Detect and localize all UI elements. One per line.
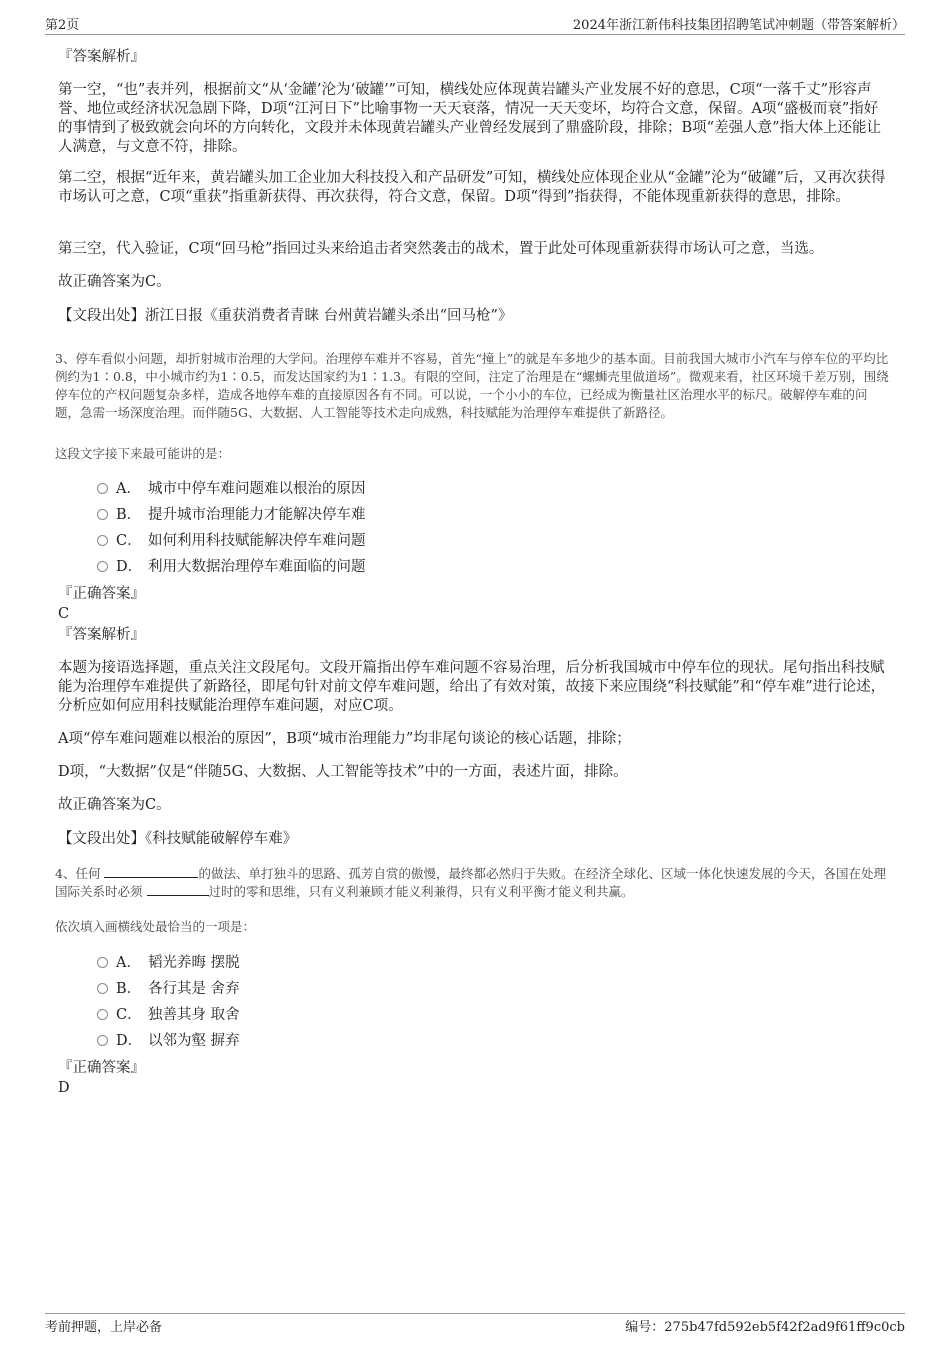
q4-answer-label: 『正确答案』 [58, 1060, 145, 1076]
option-key: D． [116, 559, 143, 575]
q2-analysis-p1: 第一空，“也”表并列，根据前文“从‘金罐’沦为‘破罐’”可知，横线处应体现黄岩罐头产业发展不好的意思，C项“一落千丈”形容声誉、地位或经济状况急剧下降，D项“江河日下”比喻事物一天天衰落，情况一天天变坏，均符合文意，保留。A项“盛极而衰”指好的事情到了极致就会向坏的方向转化，文段并未体现黄岩罐头产业曾经发展到了鼎盛阶段，排除；B项“差强人意”指大体上还能让人满意，与文意不符，排除。 [58, 82, 881, 155]
q3-answer-label: 『正确答案』 [58, 586, 145, 602]
q2-analysis-p3: 第三空，代入验证，C项“回马枪”指回过头来给追击者突然袭击的战术，置于此处可体现重新获得市场认可之意，当选。 [58, 241, 824, 257]
radio-icon[interactable] [97, 1009, 108, 1020]
footer-slogan: 考前押题，上岸必备 [45, 1320, 163, 1335]
q3-stem: 3、停车看似小问题，却折射城市治理的大学问。治理停车难并不容易，首先“撞上”的就是车多地少的基本面。目前我国大城市小汽车与停车位的平均比例约为1∶0.8，中小城市约为1∶0.5，而发达国家约为1∶1.3。有限的空间，注定了治理是在“螺蛳壳里做道场”。微观来看，社区环境千差万别，围绕停车位的产权问题复杂多样，造成各地停车难的直接原因各有不同。可以说，一个小小的车位，已经成为衡量社区治理水平的标尺。破解停车难的问题，急需一场深度治理。而伴随5G、大数据、人工智能等技术走向成熟，科技赋能为治理停车难提供了新路径。 [55, 351, 889, 420]
option-text: 城市中停车难问题难以根治的原因 [148, 481, 366, 497]
radio-icon[interactable] [97, 983, 108, 994]
option-key: B． [116, 507, 142, 523]
option-key: D． [116, 1033, 143, 1049]
q3-prompt: 这段文字接下来最可能讲的是： [55, 446, 231, 461]
q3-option-c[interactable] [97, 531, 366, 551]
option-text: 各行其是 舍弃 [148, 981, 240, 997]
option-text: 独善其身 取舍 [148, 1007, 240, 1023]
option-text: 以邻为壑 摒弃 [148, 1033, 240, 1049]
radio-icon[interactable] [97, 957, 108, 968]
option-key: A． [116, 955, 141, 971]
radio-icon[interactable] [97, 1035, 108, 1046]
option-text: 韬光养晦 摆脱 [148, 955, 240, 971]
option-key: C． [116, 1007, 142, 1023]
q3-analysis-p3: D项，“大数据”仅是“伴随5G、大数据、人工智能等技术”中的一方面，表述片面，排除。 [58, 764, 628, 780]
q3-analysis-p1: 本题为接语选择题，重点关注文段尾句。文段开篇指出停车难问题不容易治理，后分析我国城市中停车位的现状。尾句指出科技赋能为治理停车难提供了新路径，即尾句针对前文停车难问题，给出了有效对策，故接下来应围绕“科技赋能”和“停车难”进行论述，分析应如何应用科技赋能治理停车难问题，对应C项。 [58, 660, 886, 714]
q2-analysis-conclusion: 故正确答案为C。 [58, 274, 171, 290]
q4-option-a[interactable] [97, 953, 240, 973]
fill-blank-1[interactable] [104, 865, 198, 878]
document-title: 2024年浙江新伟科技集团招聘笔试冲刺题（带答案解析） [572, 18, 905, 33]
option-text: 如何利用科技赋能解决停车难问题 [148, 533, 366, 549]
page-header [45, 14, 905, 35]
option-text: 提升城市治理能力才能解决停车难 [148, 507, 366, 523]
q2-analysis-p2: 第二空，根据“近年来，黄岩罐头加工企业加大科技投入和产品研发”可知，横线处应体现企业从“金罐”沦为“破罐”后，又再次获得市场认可之意，C项“重获”指重新获得、再次获得，符合文意，保留。D项“得到”指获得，不能体现重新获得的意思，排除。 [58, 170, 886, 205]
fill-blank-2[interactable] [147, 883, 209, 896]
q4-option-b[interactable] [97, 979, 240, 999]
radio-icon[interactable] [97, 535, 108, 546]
q3-option-b[interactable] [97, 505, 366, 525]
document-id: 编号：275b47fd592eb5f42f2ad9f61ff9c0cb [625, 1320, 905, 1335]
radio-icon[interactable] [97, 509, 108, 520]
radio-icon[interactable] [97, 483, 108, 494]
page-number: 第2页 [45, 18, 80, 33]
option-key: B． [116, 981, 142, 997]
q3-analysis-label: 『答案解析』 [58, 627, 145, 643]
q3-analysis-conclusion: 故正确答案为C。 [58, 797, 171, 813]
q3-source: 【文段出处】《科技赋能破解停车难》 [58, 831, 298, 847]
q2-analysis-label: 『答案解析』 [58, 49, 145, 65]
option-key: A． [116, 481, 141, 497]
q3-option-d[interactable] [97, 557, 366, 577]
q3-analysis-p2: A项“停车难问题难以根治的原因”，B项“城市治理能力”均非尾句谈论的核心话题，排除； [58, 731, 631, 747]
q4-prompt: 依次填入画横线处最恰当的一项是： [55, 919, 256, 934]
option-key: C． [116, 533, 142, 549]
q4-answer: D [58, 1080, 70, 1096]
radio-icon[interactable] [97, 561, 108, 572]
page-footer [45, 1313, 905, 1335]
q3-answer: C [58, 606, 70, 622]
q4-stem: 4、任何 的做法、单打独斗的思路、孤芳自赏的傲慢，最终都必然归于失败。在经济全球化、区域一体化快速发展的今天，各国在处理国际关系时必须 过时的零和思维，只有义利兼顾才能义利兼得，只有义利平衡才能义利共赢。 [55, 866, 886, 899]
q4-option-d[interactable] [97, 1031, 240, 1051]
q4-option-c[interactable] [97, 1005, 240, 1025]
q3-option-a[interactable] [97, 479, 366, 499]
q2-source: 【文段出处】浙江日报《重获消费者青睐 台州黄岩罐头杀出“回马枪”》 [58, 308, 513, 324]
option-text: 利用大数据治理停车难面临的问题 [148, 559, 366, 575]
